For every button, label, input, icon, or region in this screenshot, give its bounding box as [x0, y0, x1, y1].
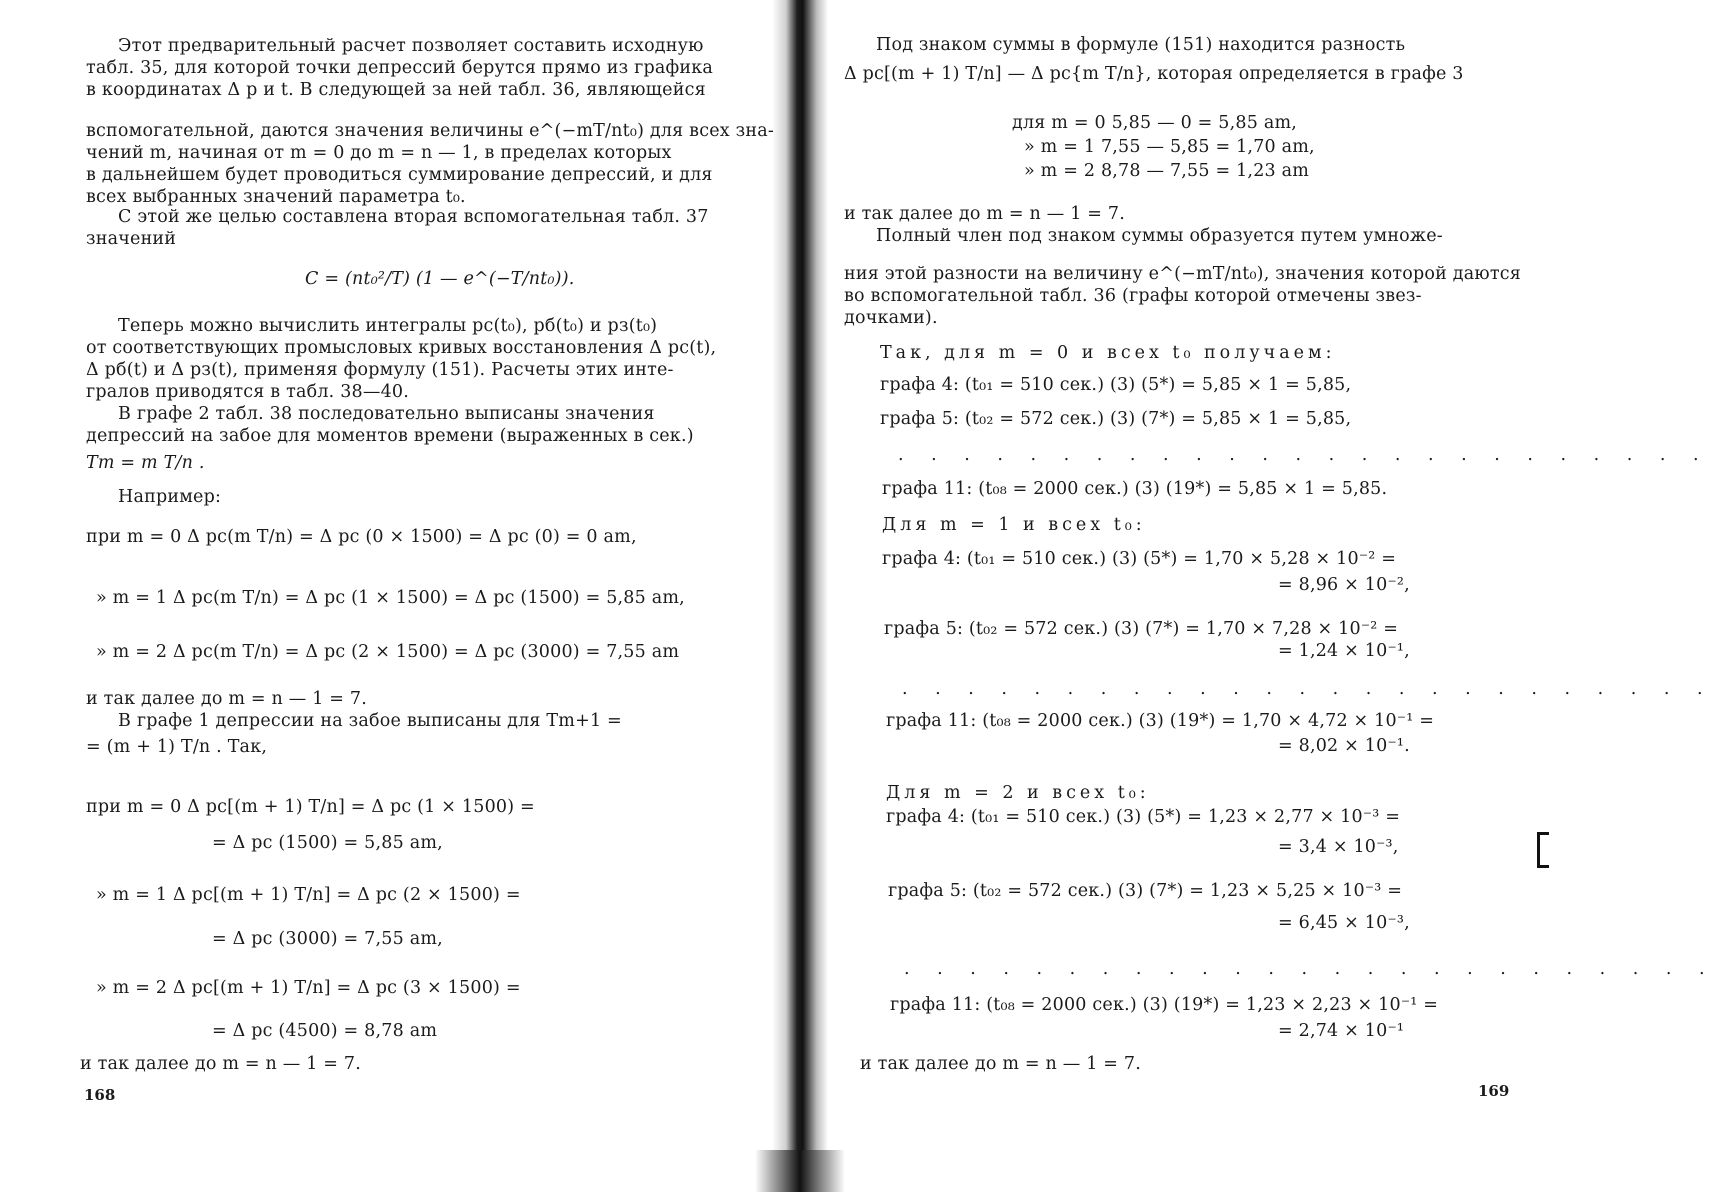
formula-line: графа 5: (t₀₂ = 572 сек.) (3) (7*) = 5,85 × 1 = 5,85,	[880, 409, 1352, 429]
text-line: гралов приводятся в табл. 38—40.	[86, 382, 409, 402]
section-heading: Так, для m = 0 и всех t₀ получаем:	[880, 343, 1336, 363]
text-line: Например:	[118, 487, 222, 507]
right-page	[810, 0, 1716, 1192]
formula-line: » m = 2 Δ pс(m T/n) = Δ pс (2 × 1500) = Δ pс (3000) = 7,55 am	[96, 642, 680, 662]
text-line: и так далее до m = n — 1 = 7.	[80, 1054, 362, 1074]
dot-leader: . . . . . . . . . . . . . . . . . . . . . . . . .	[898, 445, 1710, 465]
text-line: и так далее до m = n — 1 = 7.	[844, 204, 1126, 224]
text-line: табл. 35, для которой точки депрессий берутся прямо из графика	[86, 58, 714, 78]
text-line: значений	[86, 229, 177, 249]
formula-line: графа 4: (t₀₁ = 510 сек.) (3) (5*) = 1,70 × 5,28 × 10⁻² =	[882, 549, 1397, 569]
formula-line: графа 5: (t₀₂ = 572 сек.) (3) (7*) = 1,23 × 5,25 × 10⁻³ =	[888, 881, 1403, 901]
formula-line: = 3,4 × 10⁻³,	[1278, 837, 1399, 857]
formula-line: = 6,45 × 10⁻³,	[1278, 913, 1410, 933]
formula-line: = Δ pс (4500) = 8,78 am	[212, 1021, 438, 1041]
section-heading: Для m = 1 и всех t₀:	[882, 515, 1146, 535]
formula-tm: Tm = m T/n .	[86, 453, 205, 473]
text-line: чений m, начиная от m = 0 до m = n — 1, в пределах которых	[86, 143, 672, 163]
text-line: В графе 1 депрессии на забое выписаны для Tm+1 =	[118, 711, 622, 731]
text-line: и так далее до m = n — 1 = 7.	[86, 689, 368, 709]
text-line: в дальнейшем будет проводиться суммирование депрессий, и для	[86, 165, 713, 185]
text-line: вспомогательной, даются значения величины e^(−mT/nt₀) для всех зна-	[86, 121, 774, 141]
text-line: Δ pб(t) и Δ pз(t), применяя формулу (151). Расчеты этих инте-	[86, 360, 674, 380]
formula-line: = 8,02 × 10⁻¹.	[1278, 736, 1410, 756]
text-line: и так далее до m = n — 1 = 7.	[860, 1054, 1142, 1074]
formula-line: Δ pс[(m + 1) T/n] — Δ pс{m T/n}, которая определяется в графе 3	[844, 64, 1464, 84]
text-line: Теперь можно вычислить интегралы pс(t₀), pб(t₀) и pз(t₀)	[118, 316, 658, 336]
dot-leader: . . . . . . . . . . . . . . . . . . . . . . . . .	[902, 679, 1714, 699]
text-line: в координатах Δ p и t. В следующей за ней табл. 36, являющейся	[86, 80, 706, 100]
text-line: = (m + 1) T/n . Так,	[86, 737, 268, 757]
formula-line: = 1,24 × 10⁻¹,	[1278, 641, 1410, 661]
formula-line: графа 4: (t₀₁ = 510 сек.) (3) (5*) = 1,23 × 2,77 × 10⁻³ =	[886, 807, 1401, 827]
formula-line: графа 11: (t₀₈ = 2000 сек.) (3) (19*) = 1,23 × 2,23 × 10⁻¹ =	[890, 995, 1439, 1015]
text-line: во вспомогательной табл. 36 (графы которой отмечены звез-	[844, 286, 1422, 306]
text-line: С этой же целью составлена вторая вспомогательная табл. 37	[118, 207, 709, 227]
formula-line: при m = 0 Δ pс(m T/n) = Δ pс (0 × 1500) = Δ pс (0) = 0 am,	[86, 527, 637, 547]
text-line: дочками).	[844, 308, 938, 328]
formula-line: графа 11: (t₀₈ = 2000 сек.) (3) (19*) = 5,85 × 1 = 5,85.	[882, 479, 1388, 499]
formula-line: = 2,74 × 10⁻¹	[1278, 1021, 1405, 1041]
formula-line: » m = 2 8,78 — 7,55 = 1,23 am	[1024, 161, 1310, 181]
formula-line: = Δ pс (1500) = 5,85 am,	[212, 833, 443, 853]
section-heading: Для m = 2 и всех t₀:	[886, 783, 1150, 803]
formula-line: графа 4: (t₀₁ = 510 сек.) (3) (5*) = 5,85 × 1 = 5,85,	[880, 375, 1352, 395]
text-line: Полный член под знаком суммы образуется путем умноже-	[876, 226, 1443, 246]
text-line: всех выбранных значений параметра t₀.	[86, 187, 466, 207]
text-line: В графе 2 табл. 38 последовательно выписаны значения	[118, 404, 655, 424]
formula-line: = 8,96 × 10⁻²,	[1278, 575, 1410, 595]
formula-line: » m = 1 7,55 — 5,85 = 1,70 am,	[1024, 137, 1315, 157]
formula-line: для m = 0 5,85 — 0 = 5,85 am,	[1012, 113, 1298, 133]
formula-line: » m = 1 Δ pс(m T/n) = Δ pс (1 × 1500) = Δ pс (1500) = 5,85 am,	[96, 588, 685, 608]
page-number: 168	[84, 1086, 116, 1104]
text-line: Этот предварительный расчет позволяет составить исходную	[118, 36, 704, 56]
dot-leader: . . . . . . . . . . . . . . . . . . . . . . . . .	[904, 959, 1716, 979]
formula-line: при m = 0 Δ pс[(m + 1) T/n] = Δ pс (1 × 1500) =	[86, 797, 535, 817]
page-number: 169	[1478, 1082, 1510, 1100]
text-line: ния этой разности на величину e^(−mT/nt₀), значения которой даются	[844, 264, 1521, 284]
text-line: Под знаком суммы в формуле (151) находится разность	[876, 35, 1406, 55]
left-page	[0, 0, 780, 1192]
text-line: от соответствующих промысловых кривых восстановления Δ pс(t),	[86, 338, 717, 358]
formula-c: C = (nt₀²/T) (1 — e^(−T/nt₀)).	[305, 269, 575, 289]
formula-line: графа 5: (t₀₂ = 572 сек.) (3) (7*) = 1,70 × 7,28 × 10⁻² =	[884, 619, 1399, 639]
formula-line: = Δ pс (3000) = 7,55 am,	[212, 929, 443, 949]
formula-line: графа 11: (t₀₈ = 2000 сек.) (3) (19*) = 1,70 × 4,72 × 10⁻¹ =	[886, 711, 1435, 731]
formula-line: » m = 1 Δ pс[(m + 1) T/n] = Δ pс (2 × 1500) =	[96, 885, 521, 905]
formula-line: » m = 2 Δ pс[(m + 1) T/n] = Δ pс (3 × 1500) =	[96, 978, 521, 998]
text-line: депрессий на забое для моментов времени (выраженных в сек.)	[86, 426, 694, 446]
